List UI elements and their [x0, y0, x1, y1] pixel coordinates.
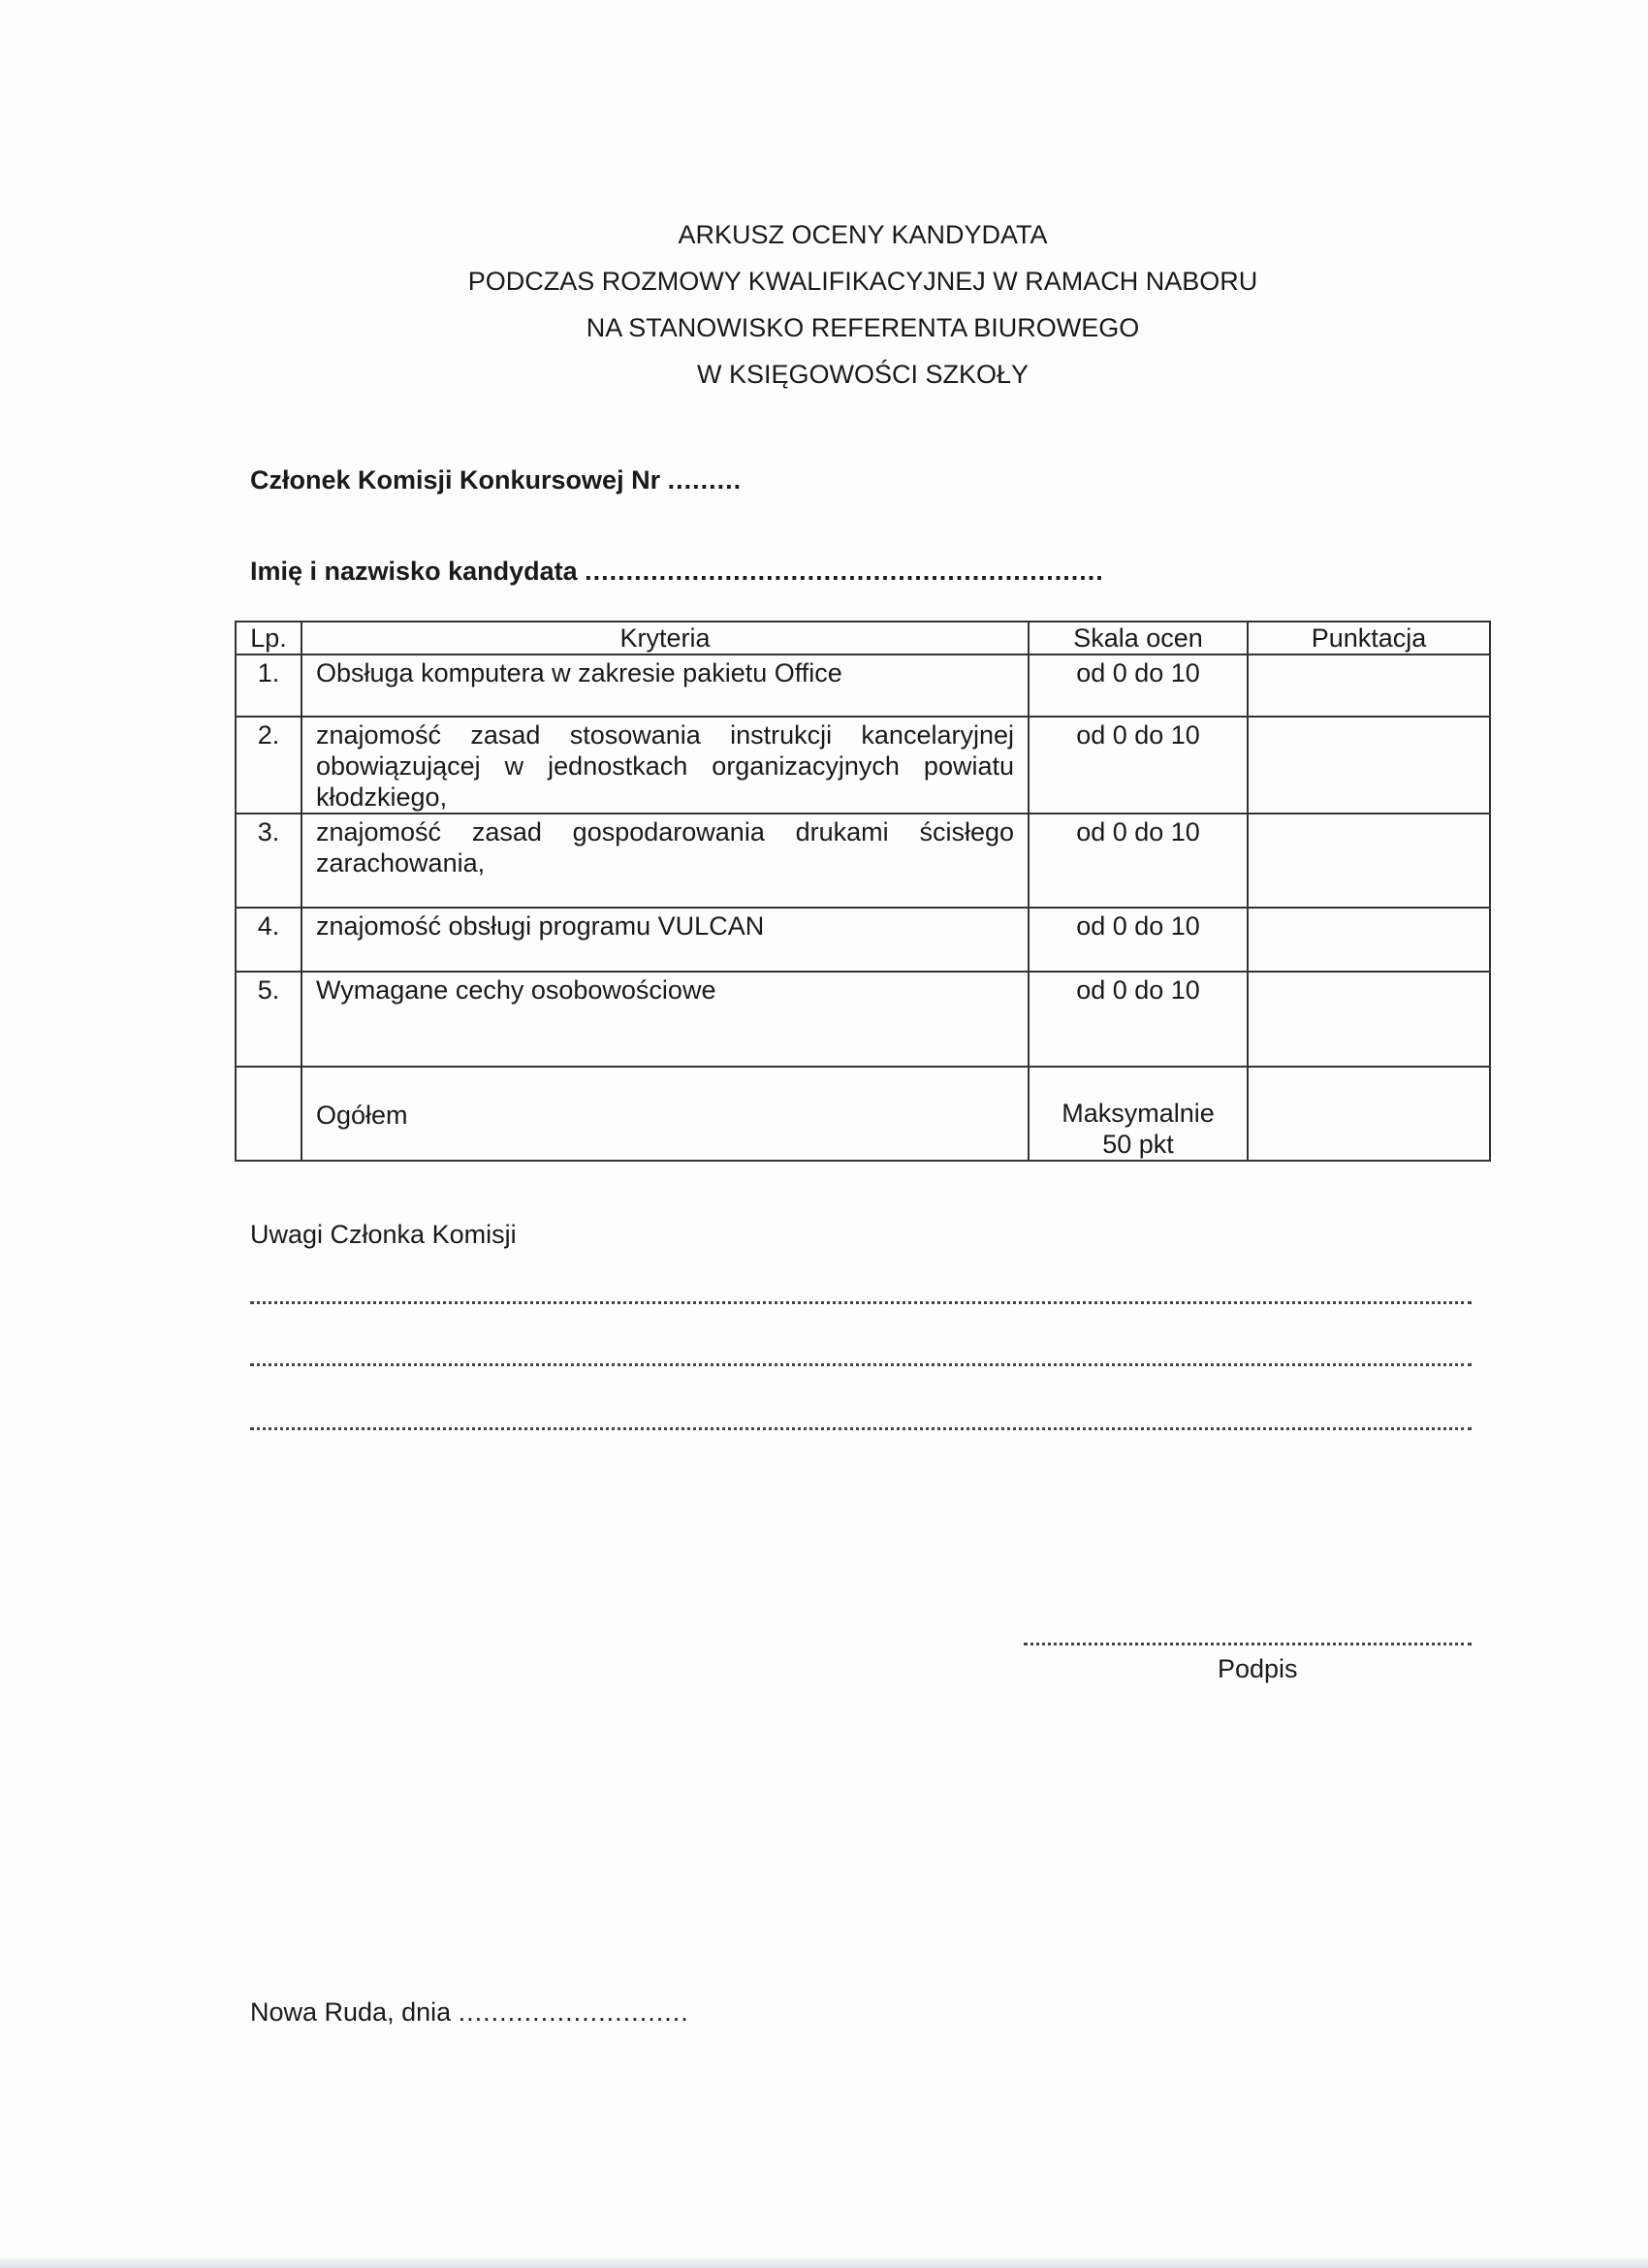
- row-criteria: Obsługa komputera w zakresie pakietu Office: [301, 655, 1029, 717]
- row-number: 1.: [236, 655, 301, 717]
- total-max-line-2: 50 pkt: [1102, 1130, 1174, 1159]
- row-number: 5.: [236, 972, 301, 1067]
- row-scale: od 0 do 10: [1029, 655, 1248, 717]
- header-lp: Lp.: [236, 622, 301, 655]
- row-criteria: znajomość zasad gospodarowania drukami ścisłego zarachowania,: [301, 814, 1029, 908]
- row-number: 2.: [236, 717, 301, 814]
- row-criteria: znajomość obsługi programu VULCAN: [301, 908, 1029, 972]
- candidate-name-field: [250, 557, 1104, 587]
- total-label: Ogółem: [301, 1067, 1029, 1161]
- candidate-name-blank[interactable]: ...............................................................: [585, 557, 1104, 586]
- row-score-cell[interactable]: [1248, 655, 1490, 717]
- criteria-table: [235, 621, 1491, 1162]
- remarks-line-2[interactable]: [250, 1363, 1472, 1366]
- document-title: [0, 211, 1648, 398]
- committee-member-field: [250, 465, 742, 495]
- header-score: Punktacja: [1248, 622, 1490, 655]
- total-score-cell[interactable]: [1248, 1067, 1490, 1161]
- signature-label: Podpis: [1218, 1654, 1298, 1683]
- date-blank[interactable]: ............................: [458, 1997, 689, 2027]
- table-row: [236, 972, 1490, 1067]
- committee-member-label: Członek Komisji Konkursowej Nr: [250, 465, 661, 495]
- table-header-row: [236, 622, 1490, 655]
- header-criteria: Kryteria: [301, 622, 1029, 655]
- row-scale: od 0 do 10: [1029, 717, 1248, 814]
- row-scale: od 0 do 10: [1029, 908, 1248, 972]
- table-row: [236, 908, 1490, 972]
- row-scale: od 0 do 10: [1029, 814, 1248, 908]
- table-row: [236, 655, 1490, 717]
- table-row: [236, 717, 1490, 814]
- signature-line[interactable]: [1024, 1643, 1472, 1645]
- candidate-name-label: Imię i nazwisko kandydata: [250, 557, 578, 586]
- header-scale: Skala ocen: [1029, 622, 1248, 655]
- total-max-line-1: Maksymalnie: [1062, 1099, 1215, 1128]
- row-criteria: znajomość zasad stosowania instrukcji kancelaryjnej obowiązującej w jednostkach organizacyjnych powiatu kłodzkiego,: [301, 717, 1029, 814]
- place-date-label: Nowa Ruda, dnia: [250, 1997, 452, 2027]
- row-scale: od 0 do 10: [1029, 972, 1248, 1067]
- committee-member-number-blank[interactable]: .........: [667, 465, 743, 495]
- title-line-2: PODCZAS ROZMOWY KWALIFIKACYJNEJ W RAMACH NABORU: [467, 267, 1258, 296]
- row-score-cell[interactable]: [1248, 972, 1490, 1067]
- row-number: 3.: [236, 814, 301, 908]
- row-criteria: Wymagane cechy osobowościowe: [301, 972, 1029, 1067]
- scan-edge: [0, 2258, 1648, 2268]
- row-score-cell[interactable]: [1248, 908, 1490, 972]
- total-number-cell: [236, 1067, 301, 1161]
- table-total-row: [236, 1067, 1490, 1161]
- place-date-field: [250, 1997, 689, 2028]
- table-row: [236, 814, 1490, 908]
- title-line-4: W KSIĘGOWOŚCI SZKOŁY: [696, 360, 1030, 389]
- title-line-3: NA STANOWISKO REFERENTA BIUROWEGO: [586, 313, 1140, 342]
- row-score-cell[interactable]: [1248, 717, 1490, 814]
- title-line-1: ARKUSZ OCENY KANDYDATA: [678, 220, 1048, 249]
- remarks-line-3[interactable]: [250, 1427, 1472, 1430]
- row-score-cell[interactable]: [1248, 814, 1490, 908]
- total-max-points: [1029, 1067, 1248, 1161]
- row-number: 4.: [236, 908, 301, 972]
- remarks-line-1[interactable]: [250, 1301, 1472, 1304]
- remarks-label: Uwagi Członka Komisji: [250, 1220, 517, 1249]
